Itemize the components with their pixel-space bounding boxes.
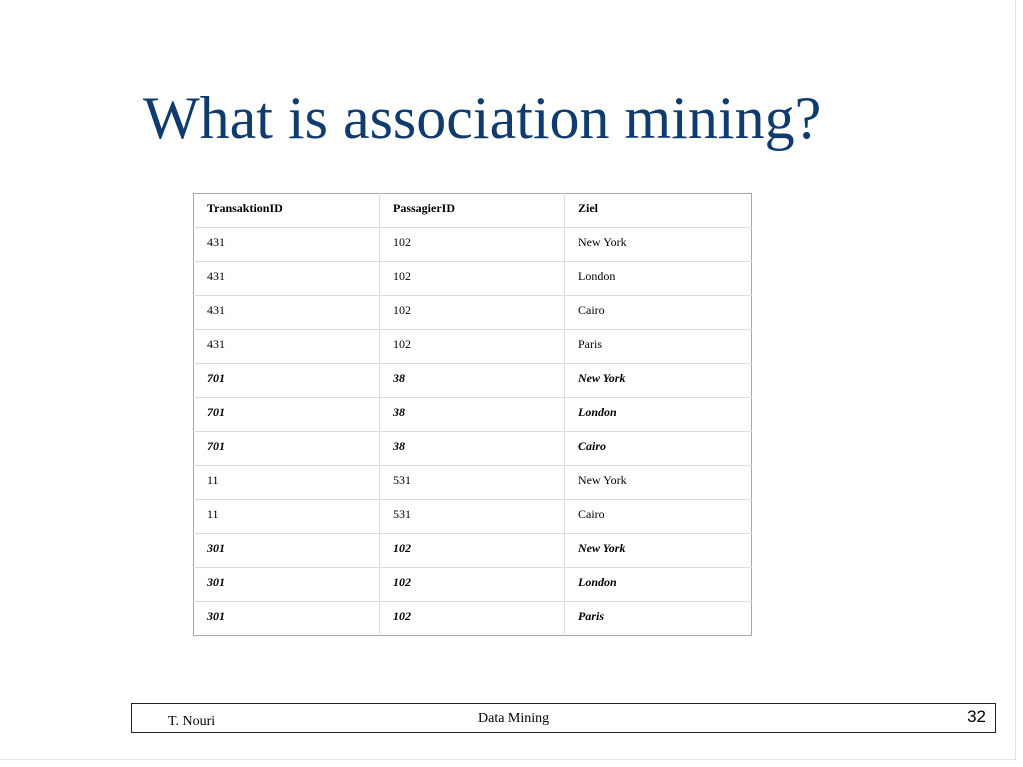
table-header-row [194, 194, 752, 228]
cell-ziel: Paris [578, 609, 605, 623]
cell-transaktion-id: 701 [194, 364, 380, 398]
table-row [194, 534, 752, 568]
table-row [194, 568, 752, 602]
cell-transaktion-id: 301 [194, 568, 380, 602]
column-header-transaktion-id: TransaktionID [194, 194, 380, 228]
table-row [194, 466, 752, 500]
cell-passagier-id: 102 [380, 568, 565, 602]
cell-transaktion-id: 701 [194, 398, 380, 432]
table-row [194, 432, 752, 466]
cell-passagier-id: 38 [380, 432, 565, 466]
cell-ziel: Cairo [565, 432, 752, 466]
cell-transaktion-id: 431 [194, 296, 380, 330]
column-header-ziel: Ziel [565, 194, 752, 228]
page-number: 32 [967, 707, 986, 726]
table-row [194, 330, 752, 364]
cell-ziel: Cairo [565, 296, 752, 330]
cell-ziel: London [565, 568, 752, 602]
cell-transaktion-id: 11 [194, 500, 380, 534]
table-row [194, 296, 752, 330]
cell-ziel: New York [565, 364, 752, 398]
table-body [194, 228, 752, 636]
table-row [194, 364, 752, 398]
cell-transaktion-id: 11 [194, 466, 380, 500]
cell-passagier-id: 102 [380, 296, 565, 330]
footer-course-title: Data Mining [478, 711, 550, 726]
footer-author: T. Nouri [168, 714, 216, 729]
cell-passagier-id: 102 [380, 262, 565, 296]
cell-passagier-id: 102 [380, 534, 565, 568]
cell-ziel: London [565, 398, 752, 432]
cell-passagier-id: 531 [380, 500, 565, 534]
cell-ziel: Paris [565, 330, 752, 364]
cell-ziel: Cairo [565, 500, 752, 534]
cell-transaktion-id: 701 [194, 432, 380, 466]
cell-transaktion-id: 431 [194, 262, 380, 296]
column-header-passagier-id: PassagierID [380, 194, 565, 228]
cell-passagier-id: 102 [380, 602, 565, 636]
cell-ziel: New York [565, 466, 752, 500]
table-row [194, 602, 752, 636]
cell-passagier-id: 38 [380, 364, 565, 398]
cell-passagier-id: 38 [380, 398, 565, 432]
transaction-table [193, 193, 752, 636]
cell-transaktion-id: 431 [194, 228, 380, 262]
cell-ziel: New York [565, 534, 752, 568]
cell-passagier-id: 102 [380, 228, 565, 262]
cell-passagier-id: 531 [380, 466, 565, 500]
table-row [194, 500, 752, 534]
cell-ziel: London [565, 262, 752, 296]
cell-transaktion-id: 301 [194, 534, 380, 568]
cell-transaktion-id: 431 [194, 330, 380, 364]
table-row [194, 228, 752, 262]
cell-ziel: New York [565, 228, 752, 262]
slide-title: What is association mining? [143, 85, 822, 151]
table-row [194, 262, 752, 296]
slide-footer [131, 703, 996, 733]
cell-passagier-id: 102 [380, 330, 565, 364]
table-row [194, 398, 752, 432]
cell-transaktion-id: 301 [194, 602, 380, 636]
